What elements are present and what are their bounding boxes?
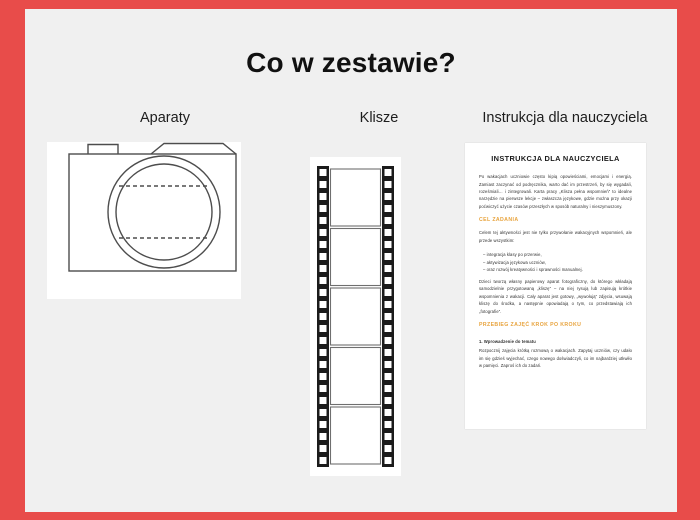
column-label-klisze: Klisze — [359, 110, 399, 126]
document-step-1-title: 1. Wprowadzenie do tematu — [479, 339, 536, 345]
film-strip-icon — [310, 157, 401, 476]
camera-icon — [47, 142, 241, 299]
document-title: INSTRUKCJA DLA NAUCZYCIELA — [491, 154, 620, 163]
document-heading-cel-zadania: CEL ZADANIA — [479, 217, 519, 224]
document-heading-przebieg-zajec: PRZEBIEG ZAJĘĆ KROK PO KROKU — [479, 322, 582, 329]
column-label-instrukcja: Instrukcja dla nauczyciela — [482, 110, 648, 126]
camera-image-panel — [47, 142, 241, 299]
document-goal-list — [479, 251, 632, 274]
document-section1-intro: Celem tej aktywności jest nie tylko przywołanie wakacyjnych wspomnień, ale przede wszystkim: — [479, 230, 632, 243]
list-item: – integracja klasy po przerwie, — [483, 252, 542, 258]
document-step-1-body: Rozpocznij zajęcia krótką rozmową o wakacjach. Zapytaj uczniów, czy udało im się gdzieś wyjechać, czego nowego doświadczyli, co im najbardziej utkwiło w pamięci. Zaproś ich do zadań. — [479, 348, 632, 368]
document-intro-paragraph: Po wakacjach uczniowie często kipią opowieściami, emocjami i energią. Zamiast zaczynać od podręcznika, warto dać im przestrzeń, by się wygadali, roześmiali… i zintegrowali. Karta pracy „Klisza pełna wspomnień” to idealne narzędzie na pierwsze lekcje – zwłaszcza językowe, gdzie można przy okazji poćwiczyć użycie czasów przeszłych w sposób naturalny i nieszymuszony. — [479, 174, 632, 209]
slide-canvas — [25, 9, 677, 512]
film-strip-image-panel — [310, 157, 401, 476]
document-content — [479, 155, 632, 429]
list-item: – oraz rozwój kreatywności i sprawności manualnej. — [483, 267, 583, 273]
teacher-instruction-document — [465, 143, 646, 429]
page-title: Co w zestawie? — [246, 47, 456, 78]
list-item: – aktywizacja językowa uczniów, — [483, 259, 546, 265]
column-label-aparaty: Aparaty — [140, 110, 190, 126]
document-section1-body: Dzieci tworzą własny papierowy aparat fotograficzny, do którego wkładają samodzielnie przygotowaną „kliszę” – na niej rysują lub zapisują krótkie wspomnienia z wakacji. Cały aparat jest gotowy, „wywołują” zdjęcia, wsuwają kliszę do środka, a następnie opowiadają o tym, co przedstawiają ich „fotografie”. — [479, 278, 632, 314]
